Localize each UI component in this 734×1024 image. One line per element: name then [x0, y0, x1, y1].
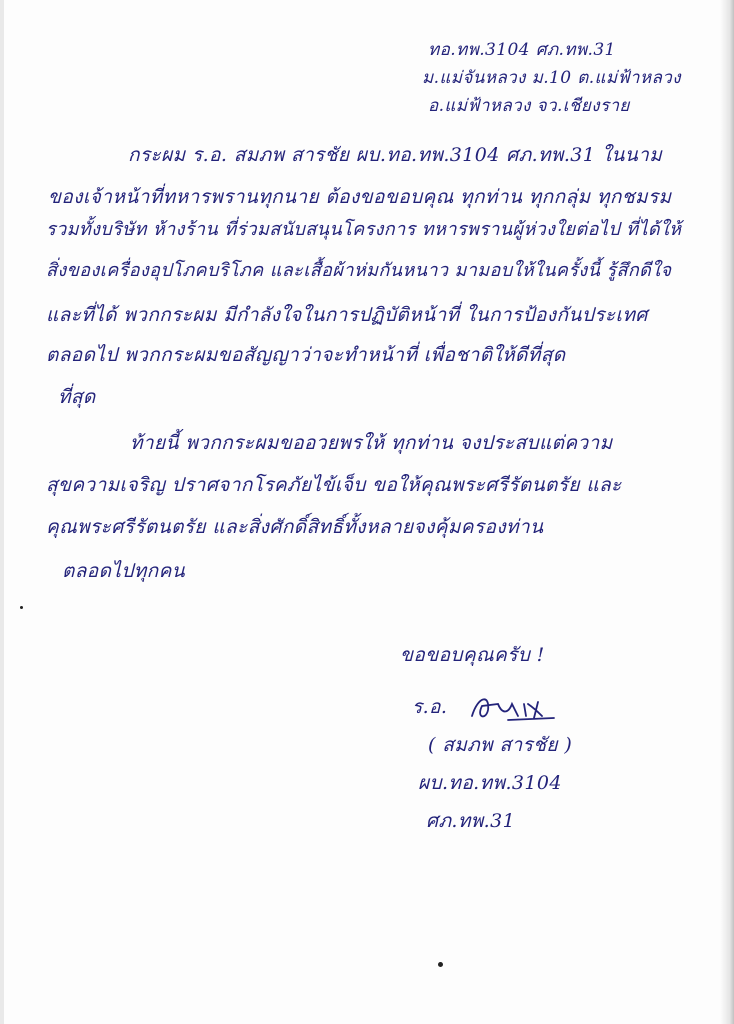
- body-paragraph1-line5: และที่ได้ พวกกระผม มีกำลังใจในการปฏิบัติหน้าที่ ในการป้องกันประเทศ: [46, 304, 648, 326]
- signer-position: ผบ.ทอ.ทพ.3104: [418, 772, 562, 794]
- body-paragraph1-line2: ของเจ้าหน้าที่ทหารพรานทุกนาย ต้องขอขอบคุณ ทุกท่าน ทุกกลุ่ม ทุกชมรม: [48, 186, 672, 208]
- body-paragraph1-line6: ตลอดไป พวกกระผมขอสัญญาว่าจะทำหน้าที่ เพื่อชาติให้ดีที่สุด: [46, 344, 566, 366]
- paper-speck: [438, 962, 443, 967]
- signer-unit: ศภ.ทพ.31: [426, 810, 516, 832]
- header-line-2: ม.แม่จันหลวง ม.10 ต.แม่ฟ้าหลวง: [422, 68, 681, 88]
- body-paragraph2-line4: ตลอดไปทุกคน: [62, 560, 186, 582]
- body-paragraph1-line3: รวมทั้งบริษัท ห้างร้าน ที่ร่วมสนับสนุนโครงการ ทหารพรานผู้ห่วงใยต่อไป ที่ได้ให้: [46, 219, 682, 240]
- body-paragraph1-line7: ที่สุด: [58, 386, 96, 408]
- header-line-1: ทอ.ทพ.3104 ศภ.ทพ.31: [428, 40, 616, 60]
- signature-prefix: ร.อ.: [412, 696, 448, 718]
- paper-speck: [20, 606, 23, 609]
- body-paragraph2-line2: สุขความเจริญ ปราศจากโรคภัยไข้เจ็บ ขอให้คุณพระศรีรัตนตรัย และ: [46, 474, 622, 496]
- body-paragraph2-line3: คุณพระศรีรัตนตรัย และสิ่งศักดิ์สิทธิ์ทั้งหลายจงคุ้มครองท่าน: [46, 516, 544, 538]
- handwritten-signature: [468, 690, 558, 726]
- header-line-3: อ.แม่ฟ้าหลวง จว.เชียงราย: [428, 96, 630, 116]
- page-right-edge: [720, 0, 734, 1024]
- body-paragraph2-line1: ท้ายนี้ พวกกระผมขออวยพรให้ ทุกท่าน จงประสบแต่ความ: [130, 432, 613, 454]
- signer-name: ( สมภพ สารชัย ): [428, 734, 573, 756]
- page-left-edge: [0, 0, 4, 1024]
- body-paragraph1-line1: กระผม ร.อ. สมภพ สารชัย ผบ.ทอ.ทพ.3104 ศภ.ทพ.31 ในนาม: [128, 144, 663, 166]
- closing-thanks: ขอขอบคุณครับ !: [400, 644, 545, 666]
- body-paragraph1-line4: สิ่งของเครื่องอุปโภคบริโภค และเสื้อผ้าห่มกันหนาว มามอบให้ในครั้งนี้ รู้สึกดีใจ: [46, 260, 672, 281]
